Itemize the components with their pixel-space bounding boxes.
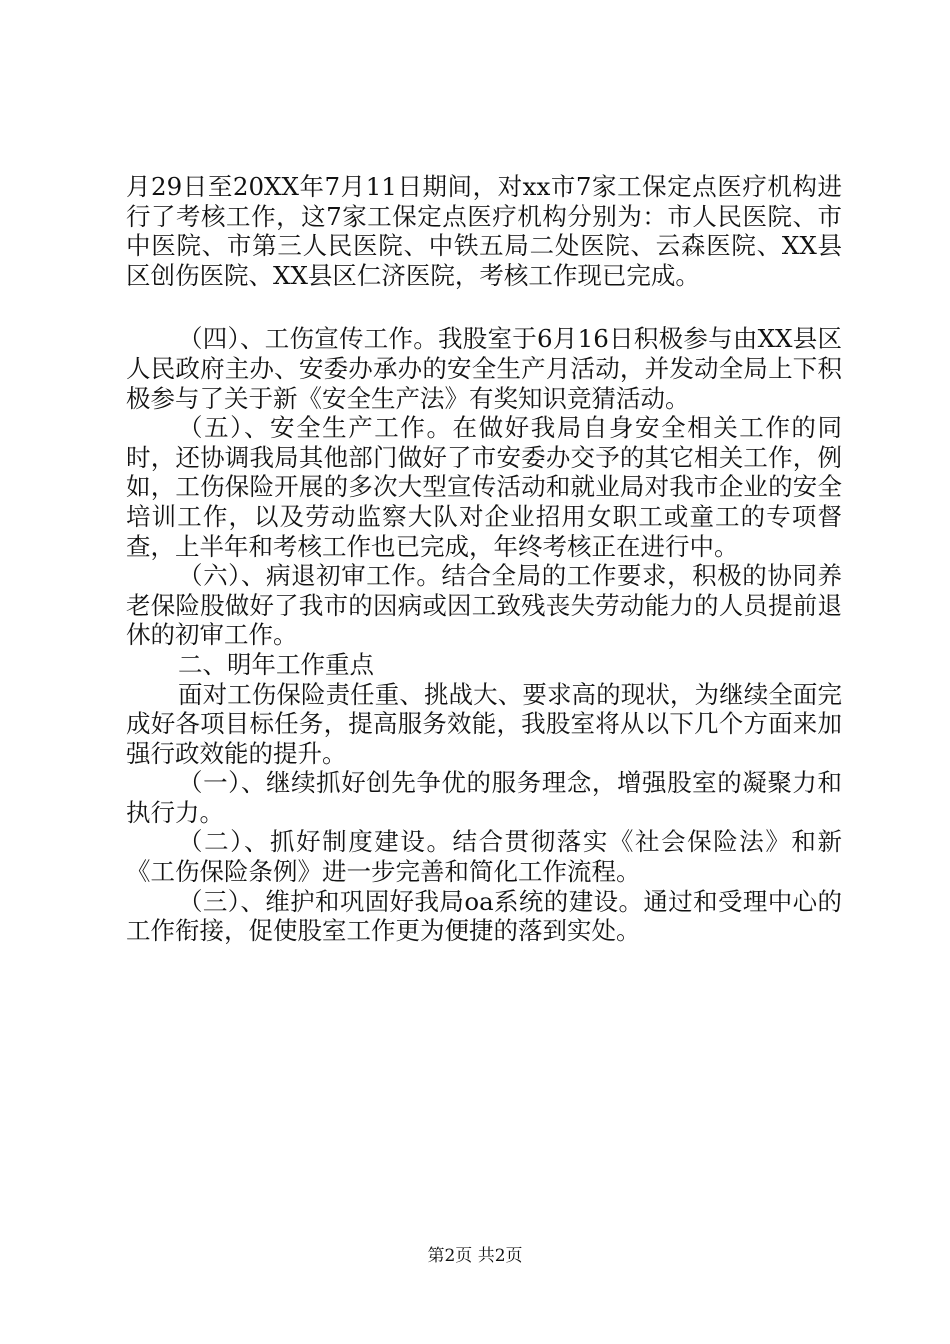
paragraph-system-building: （二）、抓好制度建设。结合贯彻落实《社会保险法》和新《工伤保险条例》进一步完善和简化工作流程。	[126, 827, 842, 887]
paragraph-safety-production: （五）、安全生产工作。在做好我局自身安全相关工作的同时，还协调我局其他部门做好了市安委办交予的其它相关工作，例如，工伤保险开展的多次大型宣传活动和就业局对我市企业的安全培训工作，以及劳动监察大队对企业招用女职工或童工的专项督查，上半年和考核工作也已完成，年终考核正在进行中。	[126, 413, 842, 561]
paragraph-injury-publicity: （四）、工伤宣传工作。我股室于6月16日积极参与由XX县区人民政府主办、安委办承办的安全生产月活动，并发动全局上下积极参与了关于新《安全生产法》有奖知识竞猜活动。	[126, 324, 842, 413]
paragraph-service-concept: （一）、继续抓好创先争优的服务理念，增强股室的凝聚力和执行力。	[126, 768, 842, 827]
paragraph-oa-system: （三）、维护和巩固好我局oa系统的建设。通过和受理中心的工作衔接，促使股室工作更为便捷的落到实处。	[126, 886, 842, 946]
paragraph-sick-retirement-review: （六）、病退初审工作。结合全局的工作要求，积极的协同养老保险股做好了我市的因病或因工致残丧失劳动能力的人员提前退休的初审工作。	[126, 561, 842, 650]
paragraph-next-year-intro: 面对工伤保险责任重、挑战大、要求高的现状，为继续全面完成好各项目标任务，提高服务效能，我股室将从以下几个方面来加强行政效能的提升。	[126, 679, 842, 768]
page-number-footer: 第2页 共2页	[427, 1246, 523, 1266]
document-body	[126, 172, 842, 946]
paragraph-hospital-assessment: 月29日至20XX年7月11日期间，对xx市7家工保定点医疗机构进行了考核工作，这7家工保定点医疗机构分别为：市人民医院、市中医院、市第三人民医院、中铁五局二处医院、云森医院、XX县区创伤医院、XX县区仁济医院，考核工作现已完成。	[126, 172, 842, 290]
section-heading-next-year-priorities: 二、明年工作重点	[178, 649, 374, 679]
